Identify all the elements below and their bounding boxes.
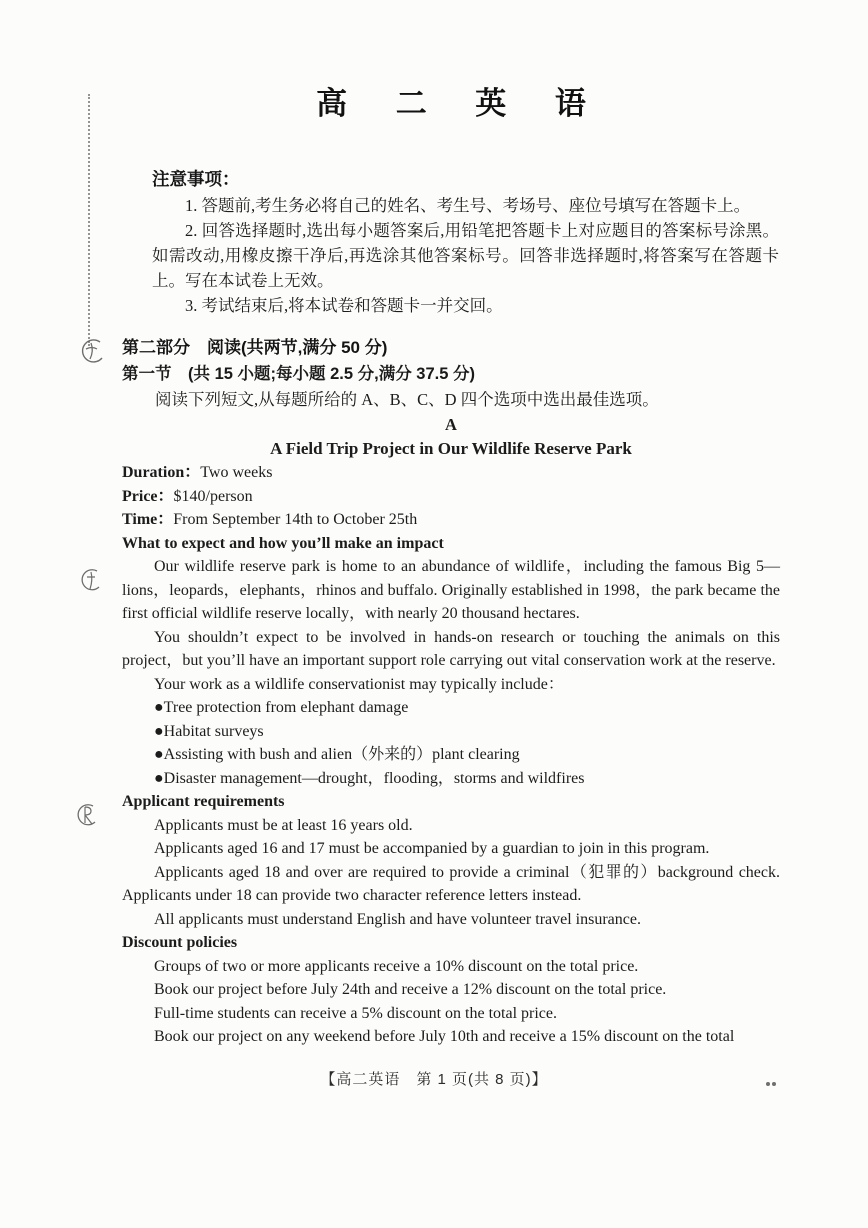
expect-heading: What to expect and how you’ll make an impact [122, 534, 444, 552]
section-instruction: 阅读下列短文,从每题所给的 A、B、C、D 四个选项中选出最佳选项。 [155, 390, 659, 409]
bullet-item: ●Habitat surveys [154, 722, 264, 740]
passage-paragraph: Our wildlife reserve park is home to an abundance of wildlife，including the famous Big 5—lions，leopards，elephants，rhinos and buffalo. Originally established in 1998，the park became the first official wildlife reserve locally，with nearly 20 thousand hectares. [122, 558, 780, 622]
page-footer: 【高二英语 第 1 页(共 8 页)】 [320, 1071, 548, 1088]
sub-section-heading: 第一节 (共 15 小题;每小题 2.5 分,满分 37.5 分) [122, 365, 475, 383]
handwritten-mark-icon [79, 568, 103, 599]
passage-label: A [445, 415, 457, 434]
time-label: Time： [122, 511, 174, 528]
time-value: From September 14th to October 25th [173, 511, 418, 528]
discount-item: Book our project before July 24th and receive a 12% discount on the total price. [154, 981, 667, 998]
notice-block [152, 166, 779, 318]
duration-value: Two weeks [200, 464, 273, 481]
time-line [122, 508, 780, 532]
bullet-item: ●Disaster management—drought，flooding，storms and wildfires [154, 769, 585, 787]
discount-item: Groups of two or more applicants receive a 10% discount on the total price. [154, 957, 639, 975]
requirement-item: Applicants aged 18 and over are required to provide a criminal（犯罪的）background check. Applicants under 18 can provide two character reference letters instead. [122, 863, 780, 904]
notice-item-2: 2. 回答选择题时,选出每小题答案后,用铅笔把答题卡上对应题目的答案标号涂黑。如需改动,用橡皮擦干净后,再选涂其他答案标号。回答非选择题时,将答案写在答题卡上。写在本试卷上无效。 [152, 221, 779, 290]
price-line [122, 485, 780, 509]
bullet-item: ●Tree protection from elephant damage [154, 699, 409, 716]
passage-title: A Field Trip Project in Our Wildlife Reserve Park [270, 439, 632, 458]
bullet-item: ●Assisting with bush and alien（外来的）plant clearing [154, 746, 520, 763]
exam-title: 高 二 英 语 [316, 86, 606, 121]
part-heading: 第二部分 阅读(共两节,满分 50 分) [122, 338, 388, 357]
include-line: Your work as a wildlife conservationist may typically include： [154, 675, 564, 693]
notice-item-3: 3. 考试结束后,将本试卷和答题卡一并交回。 [185, 296, 503, 315]
notice-item-1: 1. 答题前,考生务必将自己的姓名、考生号、考场号、座位号填写在答题卡上。 [185, 196, 751, 215]
page-content [122, 84, 780, 1049]
requirement-item: Applicants aged 16 and 17 must be accompanied by a guardian to join in this program. [154, 840, 710, 857]
discount-heading: Discount policies [122, 934, 238, 951]
duration-line [122, 461, 780, 485]
price-label: Price： [122, 487, 174, 505]
handwritten-mark-icon [78, 338, 108, 371]
discount-item: Full-time students can receive a 5% discount on the total price. [154, 1004, 557, 1022]
requirements-heading: Applicant requirements [122, 793, 285, 810]
price-value: $140/person [173, 487, 253, 505]
binding-dotted-line [88, 94, 90, 346]
discount-item: Book our project on any weekend before July 10th and receive a 15% discount on the total [154, 1028, 735, 1045]
requirement-item: Applicants must be at least 16 years old. [154, 816, 413, 834]
requirement-item: All applicants must understand English and have volunteer travel insurance. [154, 910, 641, 928]
notice-heading: 注意事项： [152, 169, 240, 189]
duration-label: Duration： [122, 464, 201, 481]
passage-paragraph: You shouldn’t expect to be involved in hands-on research or touching the animals on this project，but you’ll have an important support role carrying out vital conservation work at the reserve. [122, 628, 780, 669]
handwritten-mark-icon [74, 803, 100, 834]
